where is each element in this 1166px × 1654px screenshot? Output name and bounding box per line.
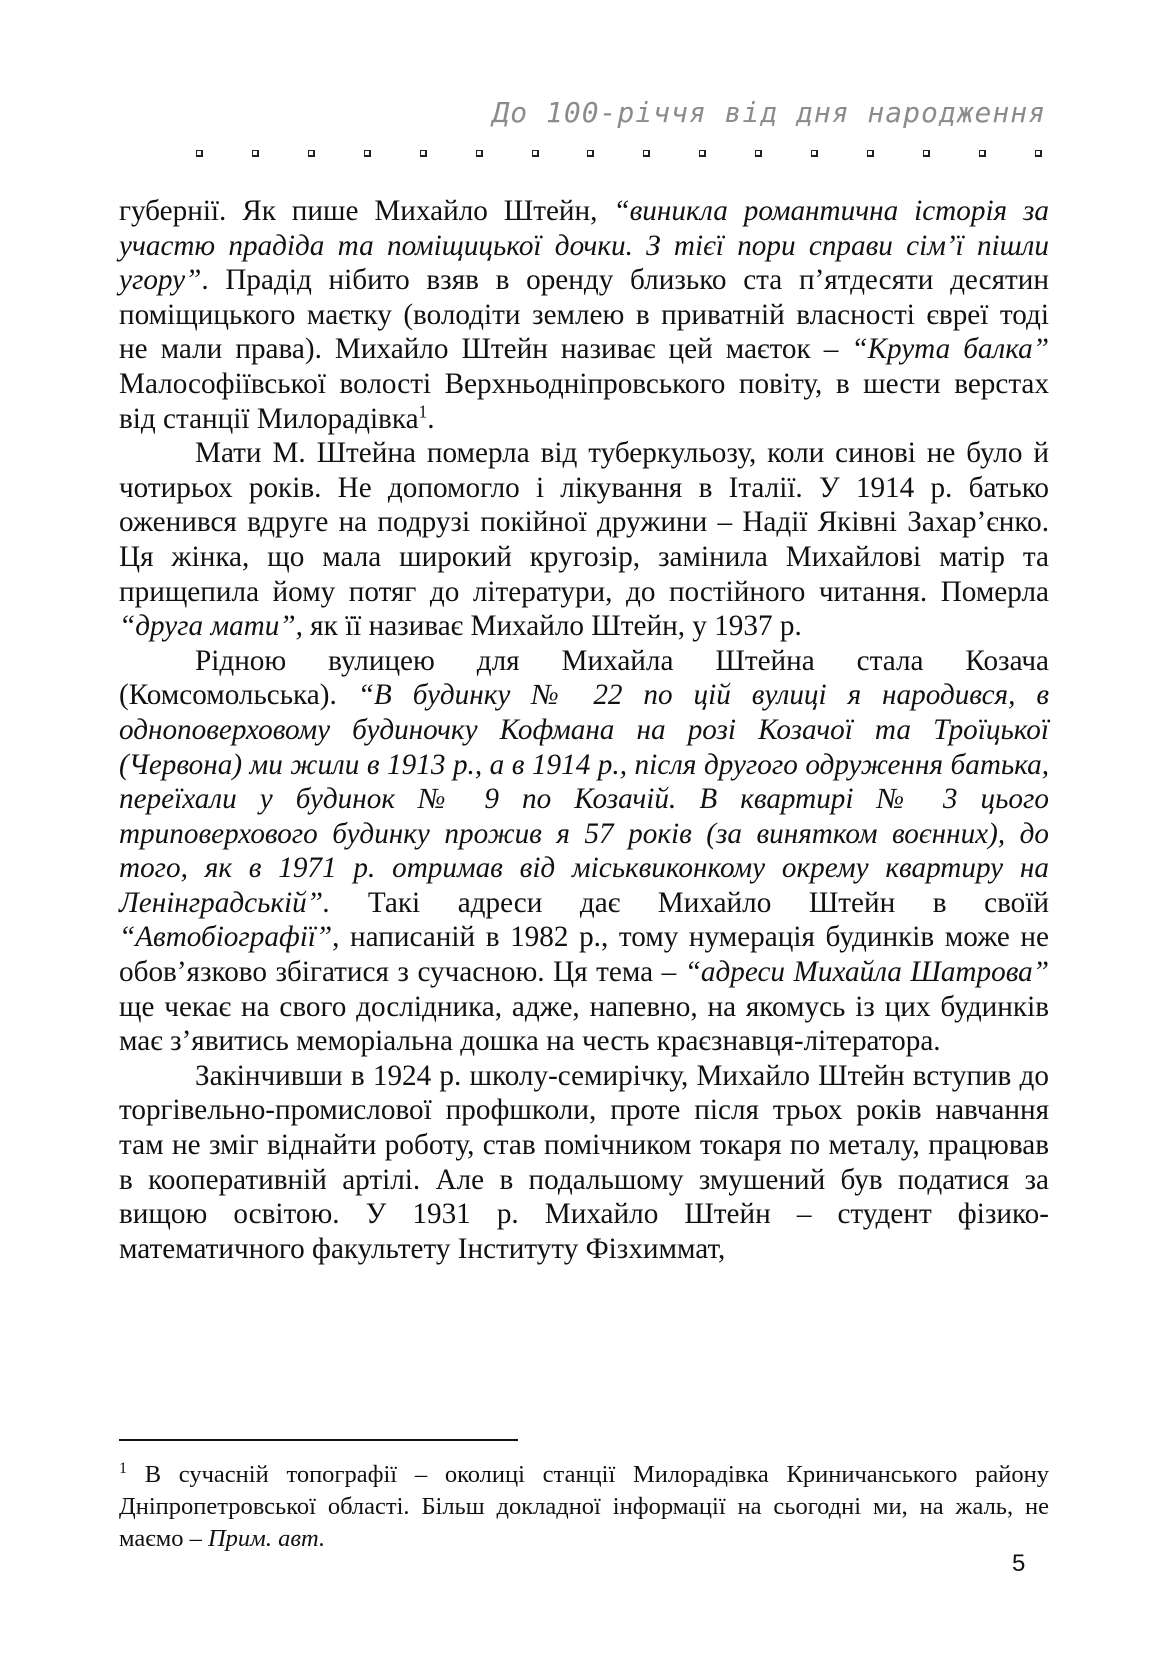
footnote-author-note: Прим. авт. xyxy=(207,1525,326,1552)
ornament-square-icon xyxy=(923,150,930,157)
ornament-square-icon xyxy=(867,150,874,157)
footnote-text: В сучасній топографії – околиці станції Милорадівка Криничанського району Дніпропетровської області. Більш докладної інформації на сьогодні ми, на жаль, не маємо – xyxy=(119,1461,1049,1552)
text-run: ще чекає на свого дослідника, адже, напевно, на якомусь із цих будинків має з’явитись меморіальна дошка на честь краєзнавця-літератора. xyxy=(119,990,1049,1058)
text-run: Малософіївської волості Верхньодніпровського повіту, в шести верстах від станції Милорадівка xyxy=(119,367,1049,435)
text-run: як її називає Михайло Штейн, у 1937 р. xyxy=(302,610,802,643)
footnote-marker: 1 xyxy=(119,1459,127,1477)
paragraph-4 xyxy=(119,1059,1049,1267)
text-run: Такі адреси дає Михайло Штейн в своїй xyxy=(330,886,1049,919)
ornament-square-icon xyxy=(252,150,259,157)
main-text xyxy=(119,194,1049,1266)
footnote-divider xyxy=(119,1439,518,1441)
text-run: . Прадід нібито взяв в оренду близько ста п’ятдесяти десятин поміщицького маєтку (володіти землею в приватній власності євреї тоді не мали права). Михайло Штейн називає цей маєток – xyxy=(119,264,1049,366)
quote: “друга мати”, xyxy=(119,610,303,643)
paragraph-2 xyxy=(119,436,1049,644)
quote: “виникла романтична історія за участю прадіда та поміщицької дочки. З тієї пори справи сім’ї пішли угору” xyxy=(119,195,1049,297)
text-run: губернії. Як пише Михайло Штейн, xyxy=(119,195,614,227)
text-run: . xyxy=(427,402,435,435)
paragraph-3 xyxy=(119,644,1049,1059)
ornament-square-icon xyxy=(587,150,594,157)
footnote-reference[interactable]: 1 xyxy=(418,400,428,421)
ornament-square-icon xyxy=(699,150,706,157)
ornament-square-icon xyxy=(1035,150,1042,157)
text-run: Закінчивши в 1924 р. школу-семирічку, Михайло Штейн вступив до торгівельно-промислової профшколи, проте після трьох років навчання там не зміг віднайти роботу, став помічником токаря по металу, працював в кооперативній артілі. Але в подальшому змушений був податися за вищою освітою. У 1931 р. Михайло Штейн – студент фізико-математичного факультету Інституту Фізхиммат, xyxy=(119,1059,1049,1265)
ornament-square-icon xyxy=(364,150,371,157)
ornament-square-icon xyxy=(476,150,483,157)
ornament-square-icon xyxy=(811,150,818,157)
header-ornament-row xyxy=(196,150,1042,157)
text-run: , написаній в 1982 р., тому нумерація будинків може не обов’язково збігатися з сучасною. Ця тема – xyxy=(119,921,1049,989)
ornament-square-icon xyxy=(308,150,315,157)
paragraph-1 xyxy=(119,194,1049,436)
page-number: 5 xyxy=(1012,1550,1026,1577)
quote: “Крута балка” xyxy=(851,333,1049,366)
text-run: Рідною вулицею для Михайла Штейна стала Козача (Комсомольська). xyxy=(119,644,1049,712)
ornament-square-icon xyxy=(196,150,203,157)
quote: “Автобіографії” xyxy=(119,921,333,954)
ornament-square-icon xyxy=(420,150,427,157)
text-run: Мати М. Штейна померла від туберкульозу, коли синові не було й чотирьох років. Не допомогло і лікування в Італії. У 1914 р. батько оженився вдруге на подрузі покійної дружини – Надії Яківні Захар’єнко. Ця жінка, що мала широкий кругозір, замінила Михайлові матір та прищепила йому потяг до літератури, до постійного читання. Померла xyxy=(119,437,1049,608)
ornament-square-icon xyxy=(755,150,762,157)
ornament-square-icon xyxy=(532,150,539,157)
ornament-square-icon xyxy=(643,150,650,157)
footnote xyxy=(119,1459,1049,1555)
quote: “В будинку № 22 по цій вулиці я народився, в одноповерховому будиночку Кофмана на розі Козачої та Троїцької (Червона) ми жили в 1913 р., а в 1914 р., після другого одруження батька, переїхали у будинок № 9 по Козачій. В квартирі № 3 цього триповерхового будинку прожив я 57 років (за винятком воєнних), до того, як в 1971 р. отримав від міськвиконкому окрему квартиру на Ленінградській”. xyxy=(119,679,1049,919)
running-header-title: До 100-річчя від дня народження xyxy=(492,96,1046,129)
ornament-square-icon xyxy=(979,150,986,157)
quote: “адреси Михайла Шатрова” xyxy=(684,956,1049,989)
